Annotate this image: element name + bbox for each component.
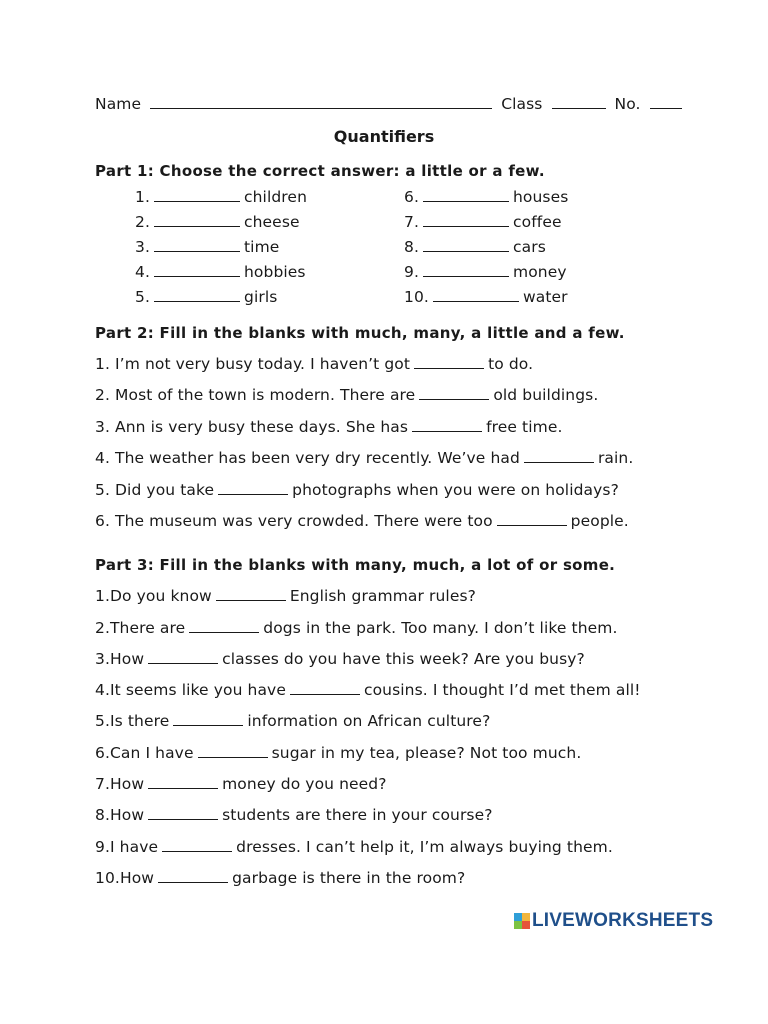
answer-blank[interactable] [154,213,240,227]
part3-sentence [95,587,476,605]
answer-blank[interactable] [198,744,268,758]
item-number: 2. [135,213,150,231]
item-word: time [244,238,280,256]
answer-blank[interactable] [524,449,594,463]
answer-blank[interactable] [423,238,509,252]
sentence-end: people. [570,512,629,530]
part1-item [135,238,279,256]
item-word: cars [513,238,546,256]
sentence-start: 3.How [95,650,145,668]
name-label: Name [95,95,142,113]
sentence-end: sugar in my tea, please? Not too much. [271,744,582,762]
answer-blank[interactable] [148,806,218,820]
number-field[interactable] [650,95,682,109]
answer-blank[interactable] [158,869,228,883]
sentence-start: 9.I have [95,838,159,856]
sentence-end: rain. [597,449,634,467]
part3-sentence [95,619,618,637]
item-word: houses [513,188,569,206]
part1-item [404,213,562,231]
part1-heading: Part 1: Choose the correct answer: a little or a few. [95,162,545,180]
item-number: 1. [135,188,150,206]
sentence-end: dresses. I can’t help it, I’m always buying them. [236,838,613,856]
sentence-start: 6.Can I have [95,744,194,762]
header-row [95,95,686,113]
answer-blank[interactable] [148,775,218,789]
sentence-start: 8.How [95,806,145,824]
part3-sentence [95,744,581,762]
class-field[interactable] [552,95,606,109]
item-word: girls [244,288,278,306]
page-title: Quantifiers [333,127,435,146]
logo-tile [522,921,530,929]
number-label: No. [614,95,641,113]
sentence-start: 1.Do you know [95,587,212,605]
sentence-start: 5.Is there [95,712,170,730]
part1-item [135,188,307,206]
sentence-end: free time. [486,418,563,436]
part3-sentence [95,806,493,824]
sentence-end: to do. [488,355,534,373]
item-word: hobbies [244,263,306,281]
part2-sentence [95,481,619,499]
sentence-end: photographs when you were on holidays? [292,481,619,499]
sentence-start: 2. Most of the town is modern. There are [95,386,416,404]
logo-tile [514,913,522,921]
part1-item [404,288,568,306]
part1-item [135,213,300,231]
answer-blank[interactable] [216,587,286,601]
part1-item [404,188,568,206]
sentence-end: classes do you have this week? Are you busy? [222,650,585,668]
part2-sentence [95,449,633,467]
item-number: 5. [135,288,150,306]
answer-blank[interactable] [154,263,240,277]
part2-sentence [95,512,629,530]
part2-heading: Part 2: Fill in the blanks with much, many, a little and a few. [95,324,625,342]
item-word: money [513,263,567,281]
sentence-start: 3. Ann is very busy these days. She has [95,418,409,436]
item-number: 8. [404,238,419,256]
part1-item [135,263,306,281]
sentence-end: garbage is there in the room? [232,869,466,887]
answer-blank[interactable] [154,188,240,202]
sentence-end: cousins. I thought I’d met them all! [363,681,641,699]
sentence-start: 10.How [95,869,155,887]
part2-sentence [95,418,563,436]
answer-blank[interactable] [154,288,240,302]
item-number: 3. [135,238,150,256]
answer-blank[interactable] [423,188,509,202]
answer-blank[interactable] [423,263,509,277]
answer-blank[interactable] [218,481,288,495]
class-label: Class [501,95,543,113]
sentence-start: 1. I’m not very busy today. I haven’t got [95,355,411,373]
part3-sentence [95,681,641,699]
answer-blank[interactable] [497,512,567,526]
item-word: coffee [513,213,562,231]
part3-sentence [95,775,387,793]
sentence-start: 4. The weather has been very dry recently. We’ve had [95,449,520,467]
sentence-start: 4.It seems like you have [95,681,286,699]
part1-item [404,263,567,281]
part2-sentence [95,355,533,373]
item-number: 6. [404,188,419,206]
part3-sentence [95,712,490,730]
sentence-end: old buildings. [493,386,599,404]
liveworksheets-logo[interactable] [514,910,713,932]
part3-sentence [95,869,465,887]
answer-blank[interactable] [154,238,240,252]
logo-tile [522,913,530,921]
item-word: cheese [244,213,300,231]
sentence-start: 5. Did you take [95,481,215,499]
part1-item [404,238,546,256]
answer-blank[interactable] [290,681,360,695]
item-word: water [522,288,568,306]
logo-tiles-icon [514,913,530,929]
logo-tile [514,921,522,929]
item-number: 7. [404,213,419,231]
answer-blank[interactable] [412,418,482,432]
item-number: 4. [135,263,150,281]
answer-blank[interactable] [148,650,218,664]
brand-name: LIVEWORKSHEETS [532,910,714,931]
answer-blank[interactable] [414,355,484,369]
sentence-start: 6. The museum was very crowded. There were too [95,512,493,530]
answer-blank[interactable] [162,838,232,852]
item-word: children [244,188,307,206]
name-field[interactable] [150,95,492,109]
answer-blank[interactable] [423,213,509,227]
item-number: 9. [404,263,419,281]
item-number: 10. [404,288,429,306]
answer-blank[interactable] [189,619,259,633]
part2-sentence [95,386,598,404]
sentence-end: dogs in the park. Too many. I don’t like them. [263,619,618,637]
answer-blank[interactable] [173,712,243,726]
answer-blank[interactable] [433,288,519,302]
sentence-start: 7.How [95,775,145,793]
sentence-end: students are there in your course? [222,806,493,824]
sentence-end: money do you need? [222,775,387,793]
part3-sentence [95,650,585,668]
part3-heading: Part 3: Fill in the blanks with many, much, a lot of or some. [95,556,616,574]
part3-sentence [95,838,613,856]
answer-blank[interactable] [419,386,489,400]
sentence-start: 2.There are [95,619,186,637]
part1-item [135,288,277,306]
sentence-end: English grammar rules? [289,587,476,605]
sentence-end: information on African culture? [247,712,491,730]
